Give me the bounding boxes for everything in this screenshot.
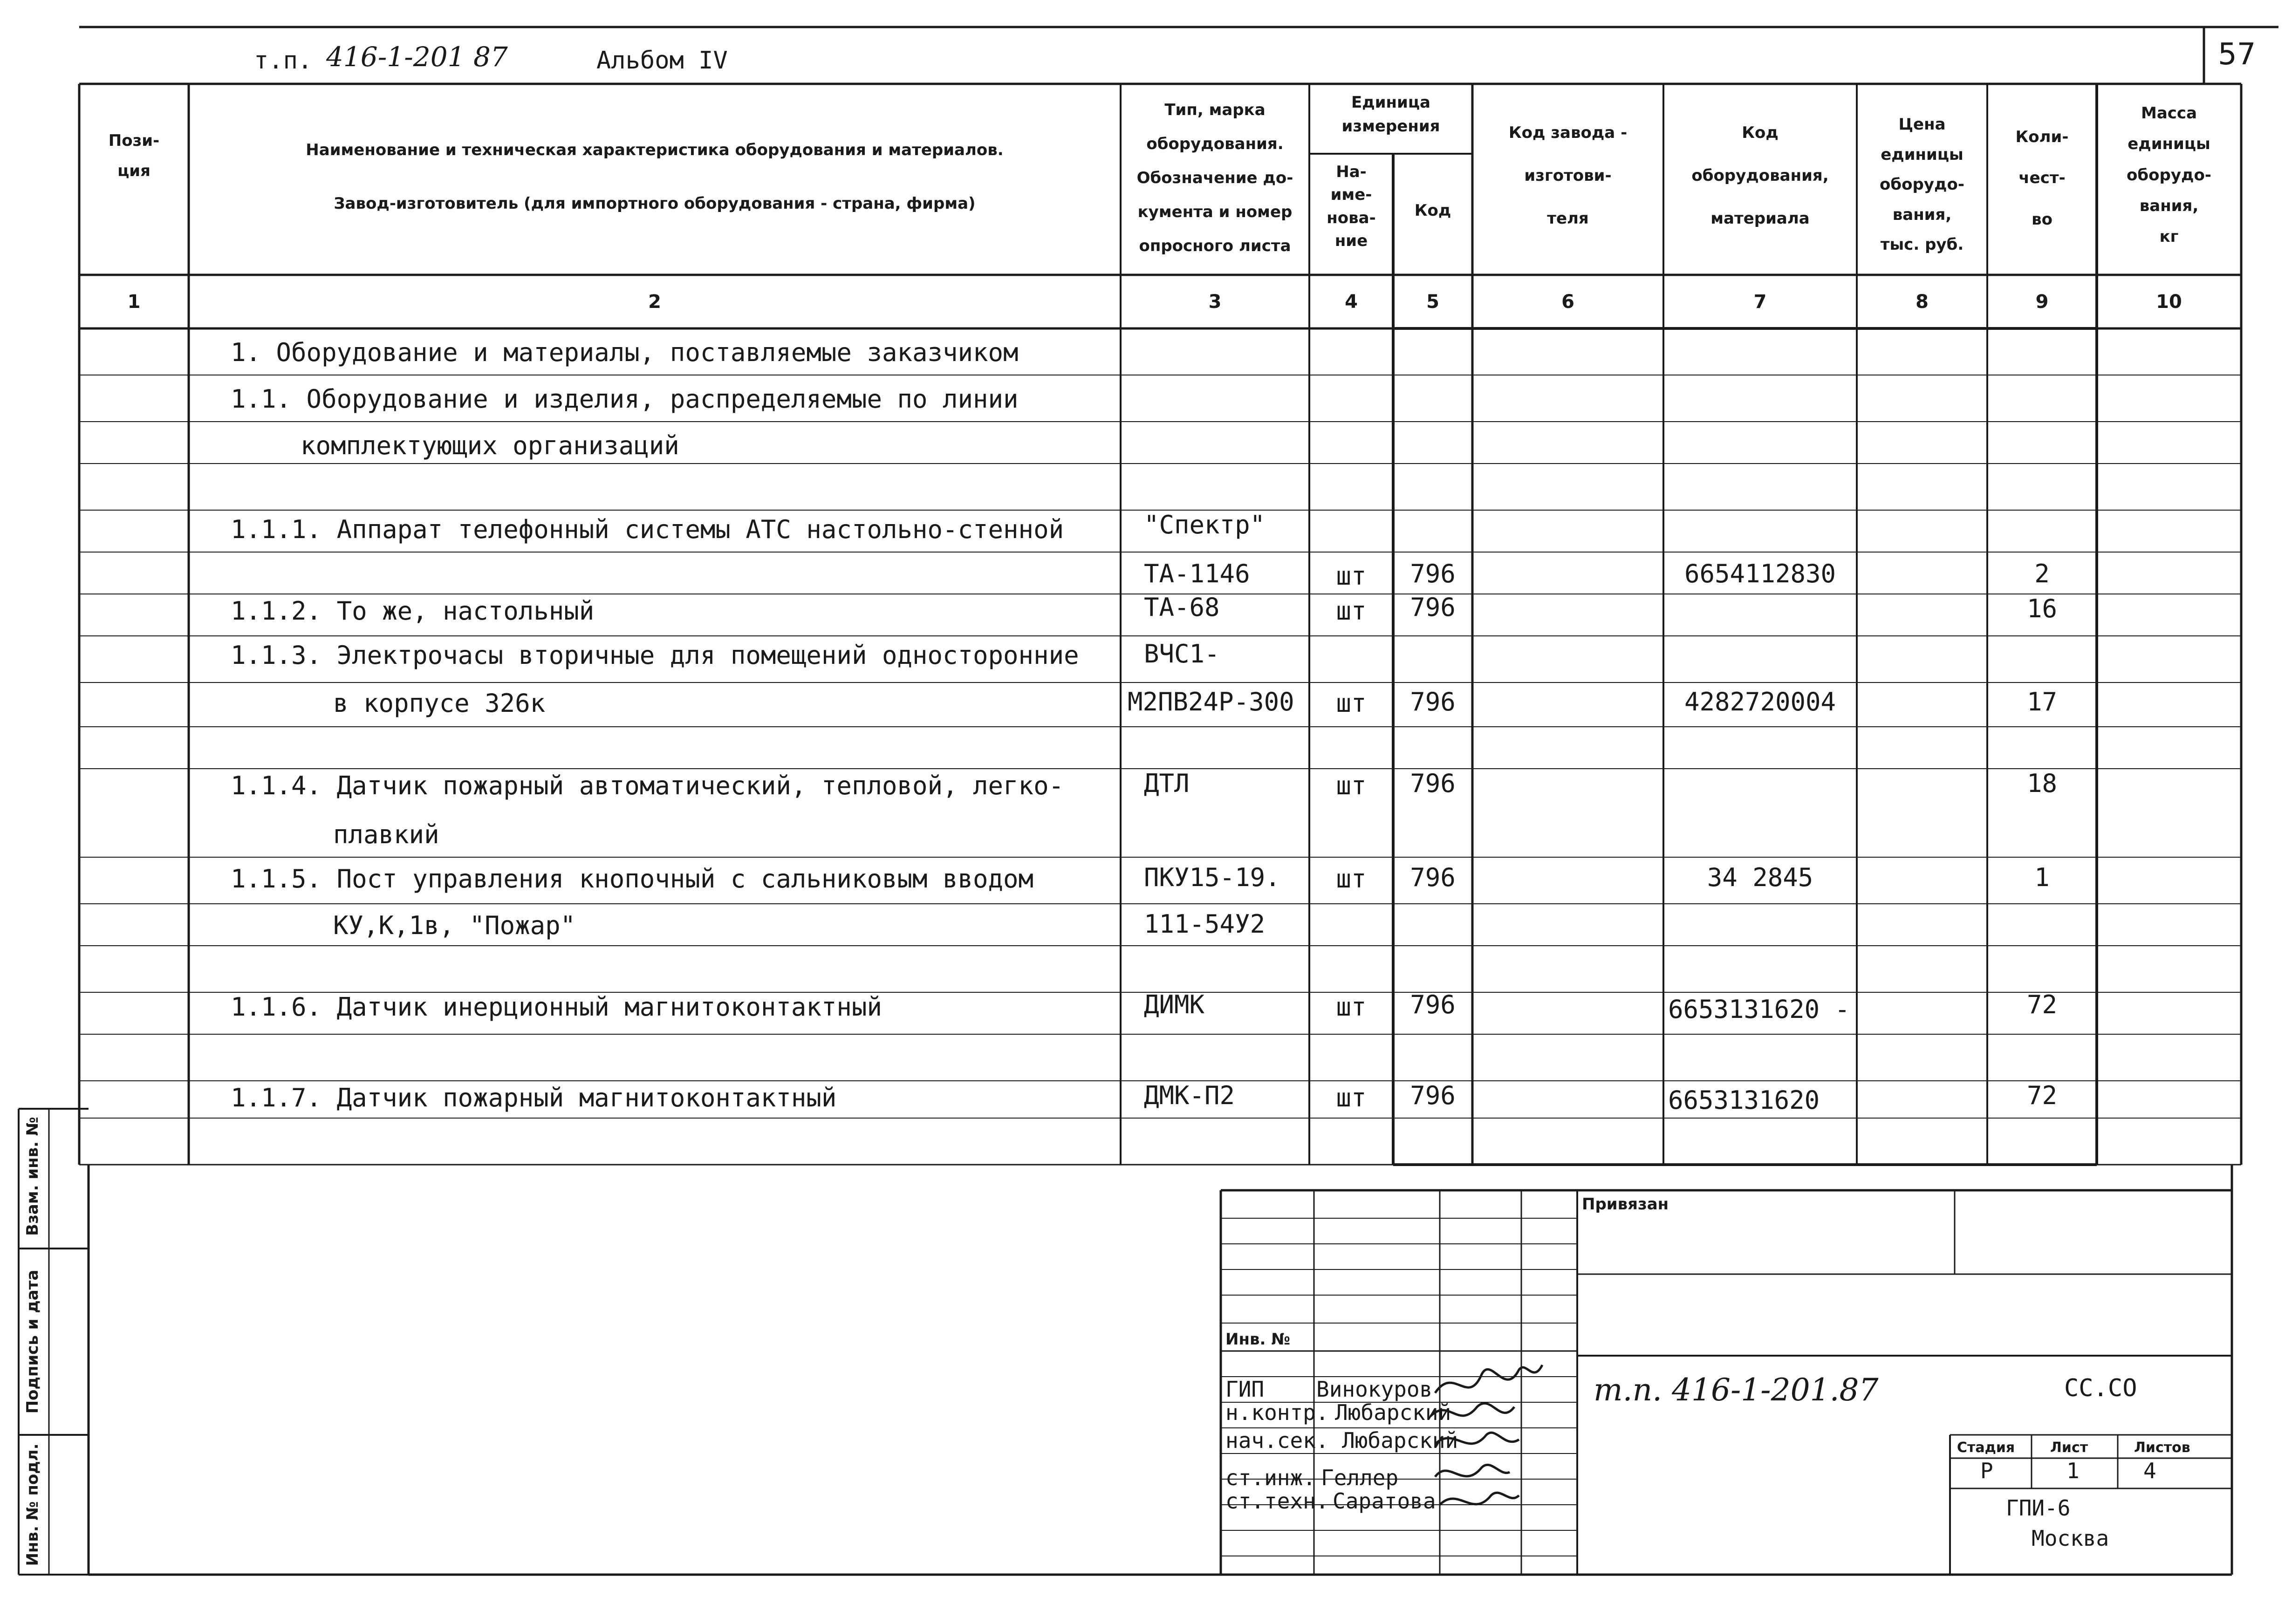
stage-value: Р: [1980, 1458, 1993, 1483]
row-name: 1.1.2. То же, настольный: [231, 596, 595, 626]
col-number: 9: [2035, 291, 2049, 313]
row-unit: шт: [1336, 771, 1367, 800]
col-header-unit-group-title: Единица измерения: [1341, 93, 1440, 136]
col-number: 2: [648, 291, 661, 313]
tp-label: т.п.: [254, 47, 313, 75]
document-mark: СС.СО: [2064, 1374, 2137, 1402]
organization: ГПИ-6: [2006, 1495, 2071, 1521]
stage-label: Стадия: [1957, 1440, 2015, 1456]
signature-role: ГИП: [1225, 1377, 1265, 1402]
row-equipment-code: 6654112830: [1684, 559, 1836, 588]
signature-name: Саратова: [1333, 1488, 1436, 1514]
row-name: КУ,К,1в, "Пожар": [333, 911, 576, 940]
side-label-replacement: Взам. инв. №: [23, 1117, 42, 1236]
row-name: 1.1.4. Датчик пожарный автоматический, тепловой, легко-: [231, 771, 1064, 800]
row-equipment-code: 4282720004: [1684, 687, 1836, 716]
row-equipment-code: 34 2845: [1707, 863, 1813, 892]
row-quantity: 18: [2026, 769, 2058, 798]
sheet-value: 1: [2066, 1458, 2080, 1483]
row-name: комплектующих организаций: [301, 431, 679, 460]
album-label: Альбом IV: [596, 47, 728, 75]
col-number: 6: [1561, 291, 1574, 313]
row-quantity: 2: [2034, 559, 2050, 588]
row-unit: шт: [1336, 1083, 1367, 1112]
signature-role: ст.техн.: [1225, 1488, 1329, 1514]
row-name: 1.1. Оборудование и изделия, распределяемые по линии: [231, 384, 1019, 414]
row-name: 1.1.3. Электрочасы вторичные для помещений односторонние: [231, 641, 1079, 670]
row-unit-code: 796: [1410, 687, 1456, 716]
col-number: 3: [1208, 291, 1222, 313]
tp-number: 416-1-201 87: [326, 41, 508, 73]
row-unit: шт: [1336, 689, 1367, 718]
sheets-label: Листов: [2134, 1440, 2190, 1456]
row-quantity: 16: [2026, 594, 2058, 623]
side-label-inventory: Инв. № подл.: [23, 1443, 42, 1566]
row-quantity: 1: [2034, 863, 2050, 892]
row-equipment-code: 6653131620 -: [1668, 995, 1850, 1024]
col-number: 10: [2156, 291, 2182, 313]
row-equipment-code: 6653131620: [1668, 1085, 1820, 1115]
row-quantity: 17: [2026, 687, 2058, 716]
col-header-mass: Масса единицы оборудо- вания, кг: [2127, 104, 2211, 246]
row-unit-code: 796: [1410, 990, 1456, 1019]
row-type: ТА-1146: [1144, 559, 1250, 588]
row-unit-code: 796: [1410, 1081, 1456, 1110]
row-unit-code: 796: [1410, 769, 1456, 798]
col-number: 1: [127, 291, 141, 313]
row-type: ДТЛ: [1144, 769, 1190, 798]
col-header-type: Тип, марка оборудования. Обозначение до- кумента и номер опросного листа: [1136, 101, 1293, 256]
row-type: 111-54У2: [1144, 909, 1266, 939]
row-name: плавкий: [333, 820, 439, 849]
sheet-label: Лист: [2050, 1440, 2088, 1456]
row-unit: шт: [1336, 561, 1367, 591]
row-quantity: 72: [2026, 1081, 2058, 1110]
city: Москва: [2032, 1526, 2109, 1551]
row-unit: шт: [1336, 992, 1367, 1022]
signature-name: Любарский: [1342, 1428, 1458, 1453]
handwritten-signatures: [1426, 1356, 1547, 1523]
col-header-unit-code: Код: [1414, 201, 1451, 220]
row-unit-code: 796: [1410, 863, 1456, 892]
signature-role: н.контр.: [1225, 1400, 1329, 1425]
col-header-position: Пози- ция: [108, 131, 160, 180]
row-name: 1. Оборудование и материалы, поставляемые заказчиком: [231, 338, 1019, 367]
attached-label: Привязан: [1582, 1195, 1669, 1214]
col-header-unit-group: На- име- нова- ние: [1327, 163, 1376, 250]
row-unit: шт: [1336, 596, 1367, 626]
row-type: ДИМК: [1144, 990, 1205, 1019]
col-number: 8: [1916, 291, 1929, 313]
inventory-number-label: Инв. №: [1225, 1330, 1291, 1349]
col-header-equipment-code: Код оборудования, материала: [1691, 123, 1829, 228]
signature-name: Любарский: [1335, 1400, 1451, 1425]
col-header-name-line2: Завод-изготовитель (для импортного оборудования - страна, фирма): [334, 194, 976, 213]
col-number: 5: [1426, 291, 1439, 313]
side-label-signature: Подпись и дата: [23, 1269, 42, 1414]
row-type: ДМК-П2: [1144, 1081, 1235, 1110]
row-type: ПКУ15-19.: [1144, 863, 1280, 892]
signature-role: нач.сек.: [1225, 1428, 1329, 1453]
document-code: т.п. 416-1-201.87: [1594, 1372, 1879, 1408]
page-number: 57: [2218, 37, 2256, 72]
row-name: 1.1.7. Датчик пожарный магнитоконтактный: [231, 1083, 837, 1112]
row-name: 1.1.5. Пост управления кнопочный с сальниковым вводом: [231, 864, 1034, 894]
col-header-quantity: Коли- чест- во: [2015, 128, 2069, 229]
sheets-value: 4: [2143, 1458, 2156, 1483]
row-quantity: 72: [2026, 990, 2058, 1019]
signature-name: Винокуров: [1316, 1377, 1433, 1402]
signature-name: Геллер: [1321, 1465, 1399, 1490]
row-type: М2ПВ24Р-300: [1128, 687, 1294, 716]
row-type: "Спектр": [1144, 510, 1266, 539]
col-header-factory-code: Код завода - изготови- теля: [1508, 123, 1628, 228]
row-type: ВЧС1-: [1144, 639, 1220, 669]
row-unit-code: 796: [1410, 559, 1456, 588]
row-name: в корпусе 326к: [333, 689, 546, 718]
col-header-name-line1: Наименование и техническая характеристика оборудования и материалов.: [306, 141, 1004, 159]
col-number: 4: [1345, 291, 1358, 313]
row-name: 1.1.6. Датчик инерционный магнитоконтактный: [231, 992, 882, 1022]
row-name: 1.1.1. Аппарат телефонный системы АТС настольно-стенной: [231, 515, 1064, 544]
col-number: 7: [1753, 291, 1767, 313]
row-type: ТА-68: [1144, 593, 1220, 622]
row-unit-code: 796: [1410, 593, 1456, 622]
col-header-price: Цена единицы оборудо- вания, тыс. руб.: [1880, 115, 1964, 254]
row-unit: шт: [1336, 864, 1367, 894]
signature-role: ст.инж.: [1225, 1465, 1316, 1490]
